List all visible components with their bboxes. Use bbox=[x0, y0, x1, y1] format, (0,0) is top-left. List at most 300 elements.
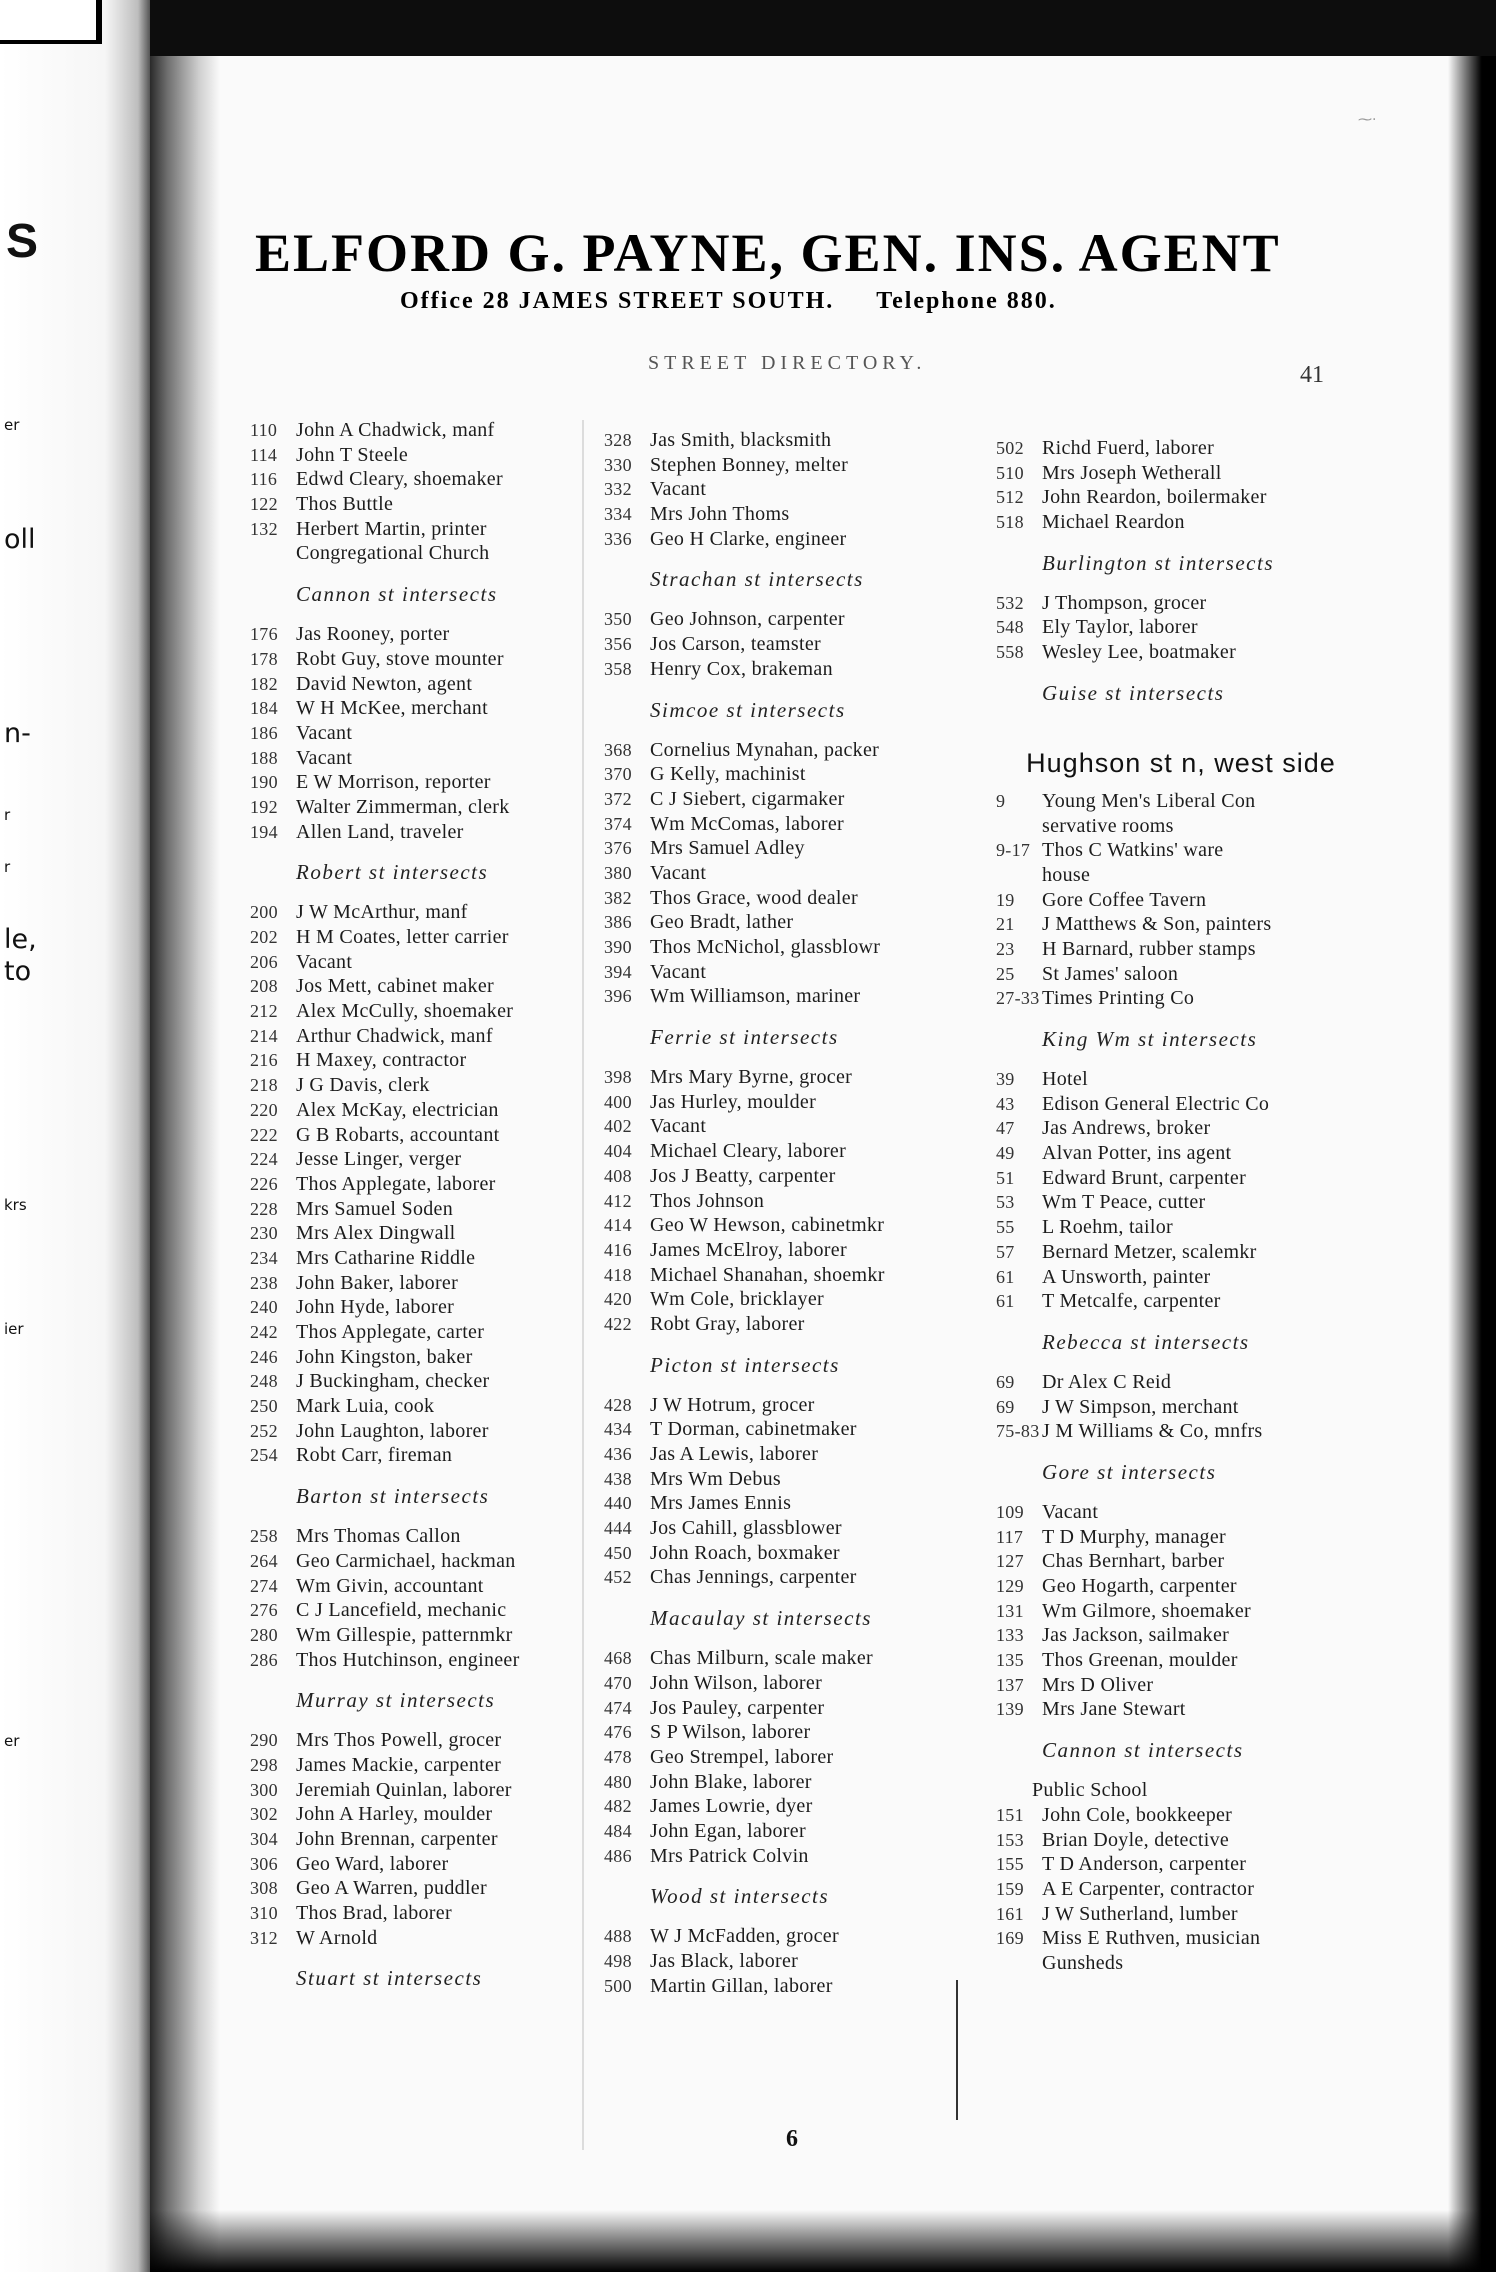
resident-name: Vacant bbox=[650, 960, 707, 983]
house-number: 194 bbox=[250, 821, 278, 842]
resident-name: A E Carpenter, contractor bbox=[1042, 1877, 1255, 1900]
resident-name: Dr Alex C Reid bbox=[1042, 1370, 1172, 1393]
advertisement-subtitle bbox=[400, 288, 1057, 315]
house-number: 434 bbox=[604, 1419, 632, 1440]
house-number: 420 bbox=[604, 1289, 632, 1310]
house-number: 444 bbox=[604, 1518, 632, 1539]
directory-entry bbox=[250, 1901, 580, 1926]
house-number: 356 bbox=[604, 634, 632, 655]
directory-entry bbox=[996, 1265, 1366, 1290]
resident-name: Geo Carmichael, hackman bbox=[296, 1549, 516, 1572]
house-number: 25 bbox=[996, 963, 1015, 984]
resident-name: Jos Mett, cabinet maker bbox=[296, 975, 494, 998]
house-number: 312 bbox=[250, 1927, 278, 1948]
house-number: 230 bbox=[250, 1223, 278, 1244]
house-number: 336 bbox=[604, 528, 632, 549]
resident-name: Mark Luia, cook bbox=[296, 1395, 435, 1418]
page-bottom-shadow bbox=[150, 2210, 1496, 2272]
entry-continuation: Congregational Church bbox=[296, 542, 490, 565]
resident-name: Jesse Linger, verger bbox=[296, 1148, 462, 1171]
directory-entry bbox=[996, 1190, 1366, 1215]
cross-street-heading: Barton st intersects bbox=[296, 1484, 490, 1509]
house-number: 512 bbox=[996, 487, 1024, 508]
house-number: 159 bbox=[996, 1878, 1024, 1899]
house-number: 382 bbox=[604, 887, 632, 908]
resident-name: Alex McKay, electrician bbox=[296, 1098, 499, 1121]
directory-entry bbox=[996, 1877, 1366, 1902]
directory-entry bbox=[604, 1516, 954, 1541]
cross-street-heading: Stuart st intersects bbox=[296, 1966, 483, 1991]
directory-entry bbox=[250, 1246, 580, 1271]
directory-entry bbox=[604, 1974, 954, 1999]
directory-entry bbox=[250, 1271, 580, 1296]
directory-entry bbox=[604, 1287, 954, 1312]
resident-name: G B Robarts, accountant bbox=[296, 1123, 500, 1146]
house-number: 110 bbox=[250, 420, 278, 440]
house-number: 414 bbox=[604, 1215, 632, 1236]
house-number: 334 bbox=[604, 504, 632, 525]
directory-entry bbox=[250, 1598, 580, 1623]
house-number: 248 bbox=[250, 1371, 278, 1392]
directory-entry bbox=[250, 770, 580, 795]
directory-entry bbox=[604, 1114, 954, 1139]
cross-street-heading: Wood st intersects bbox=[650, 1884, 830, 1909]
resident-name: Edison General Electric Co bbox=[1042, 1092, 1270, 1115]
cross-street-heading: Burlington st intersects bbox=[1042, 550, 1274, 575]
house-number: 182 bbox=[250, 673, 278, 694]
entry-continuation: house bbox=[1042, 863, 1091, 886]
directory-entry bbox=[250, 672, 580, 697]
directory-entry bbox=[250, 467, 580, 492]
house-number: 450 bbox=[604, 1542, 632, 1563]
directory-entry bbox=[604, 1213, 954, 1238]
house-number: 412 bbox=[604, 1190, 632, 1211]
house-number: 169 bbox=[996, 1928, 1024, 1949]
resident-name: Vacant bbox=[650, 1115, 707, 1138]
house-number: 186 bbox=[250, 722, 278, 743]
resident-name: Mrs Joseph Wetherall bbox=[1042, 461, 1222, 484]
resident-name: Wm Williamson, mariner bbox=[650, 985, 861, 1008]
previous-page-fragment: krs bbox=[4, 1196, 27, 1214]
house-number: 398 bbox=[604, 1067, 632, 1088]
resident-name: Thos Brad, laborer bbox=[296, 1902, 452, 1925]
house-number: 202 bbox=[250, 927, 278, 947]
resident-name: Mrs Alex Dingwall bbox=[296, 1222, 456, 1245]
resident-name: Vacant bbox=[296, 746, 353, 769]
directory-entry bbox=[996, 640, 1366, 665]
previous-page-fragment: S bbox=[6, 215, 39, 268]
directory-entry bbox=[604, 1393, 954, 1418]
directory-entry bbox=[604, 1065, 954, 1090]
directory-entry bbox=[250, 1549, 580, 1574]
directory-entry bbox=[996, 615, 1366, 640]
resident-name: Wm Gillespie, patternmkr bbox=[296, 1623, 513, 1646]
directory-entry bbox=[996, 1828, 1366, 1853]
house-number: 500 bbox=[604, 1975, 632, 1996]
resident-name: Mrs Thomas Callon bbox=[296, 1525, 461, 1548]
directory-entry bbox=[250, 418, 580, 443]
resident-name: John A Chadwick, manf bbox=[296, 419, 495, 441]
directory-entry bbox=[250, 1073, 580, 1098]
house-number: 246 bbox=[250, 1346, 278, 1367]
directory-entry bbox=[996, 912, 1366, 937]
page-right-shadow bbox=[1448, 56, 1496, 2272]
directory-entry bbox=[604, 960, 954, 985]
resident-name: L Roehm, tailor bbox=[1042, 1216, 1173, 1239]
house-number: 468 bbox=[604, 1648, 632, 1669]
house-number: 184 bbox=[250, 698, 278, 719]
cross-street-heading: Cannon st intersects bbox=[1042, 1738, 1244, 1763]
previous-page-fragment: er bbox=[4, 1732, 20, 1750]
previous-page-fragment: r bbox=[4, 858, 11, 876]
resident-name: Mrs John Thoms bbox=[650, 503, 790, 526]
directory-entry bbox=[604, 1467, 954, 1492]
resident-name: T D Murphy, manager bbox=[1042, 1525, 1226, 1548]
resident-name: John Brennan, carpenter bbox=[296, 1828, 498, 1850]
resident-name: Jas Black, laborer bbox=[650, 1950, 799, 1972]
resident-name: Wm Givin, accountant bbox=[296, 1574, 484, 1597]
house-number: 208 bbox=[250, 976, 278, 997]
resident-name: Geo Johnson, carpenter bbox=[650, 608, 845, 631]
directory-entry bbox=[604, 607, 954, 632]
house-number: 498 bbox=[604, 1951, 632, 1971]
resident-name: H M Coates, letter carrier bbox=[296, 926, 509, 948]
directory-entry bbox=[996, 1289, 1366, 1314]
house-number: 133 bbox=[996, 1625, 1024, 1646]
house-number: 436 bbox=[604, 1444, 632, 1464]
resident-name: Mrs James Ennis bbox=[650, 1492, 792, 1515]
resident-name: Edwd Cleary, shoemaker bbox=[296, 468, 503, 491]
directory-entry bbox=[250, 1574, 580, 1599]
directory-entry bbox=[604, 1720, 954, 1745]
resident-name: Thos Applegate, carter bbox=[296, 1321, 485, 1343]
house-number: 372 bbox=[604, 788, 632, 809]
house-number: 264 bbox=[250, 1550, 278, 1571]
page-gutter-shadow bbox=[150, 56, 220, 2272]
previous-page-fragment: r bbox=[4, 806, 11, 824]
house-number: 374 bbox=[604, 813, 632, 834]
resident-name: Mrs Samuel Adley bbox=[650, 837, 805, 860]
resident-name: Robt Gray, laborer bbox=[650, 1312, 805, 1335]
directory-entry bbox=[250, 1197, 580, 1222]
house-number: 370 bbox=[604, 764, 632, 785]
house-number: 117 bbox=[996, 1526, 1024, 1547]
directory-entry bbox=[604, 1442, 954, 1467]
house-number: 153 bbox=[996, 1829, 1024, 1850]
resident-name: Thos Buttle bbox=[296, 493, 394, 516]
directory-entry bbox=[250, 795, 580, 820]
resident-name: Chas Jennings, carpenter bbox=[650, 1566, 857, 1589]
house-number: 47 bbox=[996, 1118, 1015, 1139]
directory-entry bbox=[604, 762, 954, 787]
directory-entry bbox=[996, 1549, 1366, 1574]
resident-name: Mrs Mary Byrne, grocer bbox=[650, 1066, 853, 1089]
resident-name: Geo Strempel, laborer bbox=[650, 1745, 834, 1768]
house-number: 122 bbox=[250, 494, 278, 515]
page-number: 41 bbox=[1300, 362, 1324, 388]
resident-name: Michael Reardon bbox=[1042, 511, 1185, 534]
resident-name: J Thompson, grocer bbox=[1042, 591, 1207, 614]
resident-name: W J McFadden, grocer bbox=[650, 1925, 839, 1948]
house-number: 51 bbox=[996, 1167, 1015, 1188]
house-number: 161 bbox=[996, 1903, 1024, 1924]
house-number: 49 bbox=[996, 1143, 1015, 1164]
directory-entry bbox=[996, 1092, 1366, 1117]
directory-entry bbox=[996, 1419, 1366, 1444]
directory-entry bbox=[250, 1648, 580, 1673]
cross-street-heading: Rebecca st intersects bbox=[1042, 1329, 1250, 1354]
directory-entry bbox=[996, 1599, 1366, 1624]
resident-name: Jos Pauley, carpenter bbox=[650, 1696, 825, 1719]
house-number: 226 bbox=[250, 1173, 278, 1194]
resident-name: St James' saloon bbox=[1042, 962, 1179, 985]
entry-continuation: servative rooms bbox=[1042, 814, 1174, 837]
house-number: 502 bbox=[996, 438, 1024, 458]
house-number: 155 bbox=[996, 1854, 1024, 1875]
house-number: 238 bbox=[250, 1272, 278, 1293]
resident-name: Martin Gillan, laborer bbox=[650, 1974, 833, 1997]
previous-page-fragment: n- bbox=[4, 718, 31, 749]
house-number: 452 bbox=[604, 1567, 632, 1588]
cross-street-heading: Gore st intersects bbox=[1042, 1459, 1217, 1484]
house-number: 438 bbox=[604, 1468, 632, 1489]
house-number: 358 bbox=[604, 658, 632, 679]
resident-name: J Buckingham, checker bbox=[296, 1370, 490, 1393]
house-number: 53 bbox=[996, 1192, 1015, 1213]
house-number: 200 bbox=[250, 902, 278, 923]
house-number: 548 bbox=[996, 617, 1024, 638]
directory-entry bbox=[250, 1926, 580, 1951]
directory-entry bbox=[250, 1024, 580, 1049]
directory-entry bbox=[604, 1745, 954, 1770]
directory-entry bbox=[250, 1048, 580, 1073]
resident-name: Times Printing Co bbox=[1042, 987, 1195, 1010]
resident-name: T D Anderson, carpenter bbox=[1042, 1853, 1247, 1876]
house-number: 510 bbox=[996, 462, 1024, 483]
resident-name: Geo W Hewson, cabinetmkr bbox=[650, 1214, 885, 1237]
smudge-mark: ⁓· bbox=[1358, 112, 1377, 128]
resident-name: Geo H Clarke, engineer bbox=[650, 527, 847, 550]
directory-entry bbox=[250, 622, 580, 647]
house-number: 190 bbox=[250, 772, 278, 793]
house-number: 404 bbox=[604, 1141, 632, 1162]
resident-name: Vacant bbox=[296, 721, 353, 744]
house-number: 306 bbox=[250, 1853, 278, 1874]
directory-column-1 bbox=[250, 418, 580, 2006]
directory-entry bbox=[250, 647, 580, 672]
cross-street-heading: Picton st intersects bbox=[650, 1352, 840, 1377]
resident-name: Hotel bbox=[1042, 1068, 1088, 1090]
cross-street-heading: Cannon st intersects bbox=[296, 582, 498, 607]
resident-name: Thos Grace, wood dealer bbox=[650, 886, 858, 909]
house-number: 300 bbox=[250, 1779, 278, 1800]
resident-name: Mrs Catharine Riddle bbox=[296, 1246, 476, 1269]
resident-name: Mrs Samuel Soden bbox=[296, 1197, 454, 1220]
house-number: 228 bbox=[250, 1198, 278, 1219]
directory-entry bbox=[250, 999, 580, 1024]
previous-page-corner bbox=[0, 0, 102, 44]
house-number: 400 bbox=[604, 1091, 632, 1112]
previous-page-fragment: oll bbox=[4, 524, 36, 555]
house-number: 518 bbox=[996, 512, 1024, 533]
resident-name: G Kelly, machinist bbox=[650, 763, 806, 786]
house-number: 402 bbox=[604, 1116, 632, 1137]
house-number: 308 bbox=[250, 1878, 278, 1899]
house-number: 368 bbox=[604, 739, 632, 760]
resident-name: Mrs Jane Stewart bbox=[1042, 1698, 1186, 1721]
house-number: 482 bbox=[604, 1796, 632, 1817]
resident-name: Jos Carson, teamster bbox=[650, 633, 821, 656]
resident-name: Jas Jackson, sailmaker bbox=[1042, 1624, 1230, 1647]
house-number: 137 bbox=[996, 1674, 1024, 1695]
house-number: 61 bbox=[996, 1291, 1015, 1312]
house-number: 27-33 bbox=[996, 988, 1040, 1009]
telephone-number: Telephone 880. bbox=[876, 288, 1057, 314]
directory-entry bbox=[604, 527, 954, 552]
resident-name: John Wilson, laborer bbox=[650, 1671, 823, 1694]
house-number: 216 bbox=[250, 1050, 278, 1071]
resident-name: Cornelius Mynahan, packer bbox=[650, 738, 880, 761]
resident-name: Wm Gilmore, shoemaker bbox=[1042, 1599, 1252, 1622]
directory-entry bbox=[996, 962, 1366, 987]
house-number: 376 bbox=[604, 838, 632, 859]
resident-name: Henry Cox, brakeman bbox=[650, 657, 833, 680]
directory-entry bbox=[250, 1524, 580, 1549]
directory-entry bbox=[604, 1164, 954, 1189]
directory-column-2 bbox=[604, 428, 954, 1998]
resident-name: Geo Hogarth, carpenter bbox=[1042, 1575, 1237, 1597]
resident-name: Young Men's Liberal Con bbox=[1042, 789, 1256, 812]
resident-name: Bernard Metzer, scalemkr bbox=[1042, 1240, 1257, 1263]
house-number: 21 bbox=[996, 914, 1015, 935]
directory-entry bbox=[604, 1949, 954, 1974]
directory-entry bbox=[250, 1098, 580, 1123]
house-number: 212 bbox=[250, 1001, 278, 1022]
resident-name: Arthur Chadwick, manf bbox=[296, 1024, 493, 1047]
directory-entry bbox=[250, 1876, 580, 1901]
resident-name: John Hyde, laborer bbox=[296, 1296, 455, 1319]
directory-entry bbox=[250, 1802, 580, 1827]
house-number: 206 bbox=[250, 951, 278, 972]
directory-entry bbox=[996, 1067, 1366, 1092]
resident-name: Jas Rooney, porter bbox=[296, 623, 450, 646]
resident-name: J W Sutherland, lumber bbox=[1042, 1902, 1238, 1925]
house-number: 290 bbox=[250, 1730, 278, 1751]
house-number: 9-17 bbox=[996, 840, 1031, 861]
directory-entry bbox=[604, 886, 954, 911]
directory-entry bbox=[604, 812, 954, 837]
resident-name: James Mackie, carpenter bbox=[296, 1753, 502, 1776]
resident-name: Jas Andrews, broker bbox=[1042, 1117, 1211, 1140]
directory-entry bbox=[604, 1671, 954, 1696]
directory-entry bbox=[996, 1623, 1366, 1648]
resident-name: James Lowrie, dyer bbox=[650, 1795, 813, 1818]
directory-entry bbox=[996, 1673, 1366, 1698]
previous-page-fragment: to bbox=[4, 956, 32, 987]
directory-entry bbox=[604, 1491, 954, 1516]
resident-name: T Metcalfe, carpenter bbox=[1042, 1290, 1221, 1313]
resident-name: John Baker, laborer bbox=[296, 1271, 459, 1294]
directory-entry bbox=[604, 453, 954, 478]
section-title: STREET DIRECTORY. bbox=[648, 352, 927, 374]
directory-entry bbox=[250, 721, 580, 746]
resident-name: Wm Cole, bricklayer bbox=[650, 1288, 824, 1311]
resident-name: Wm T Peace, cutter bbox=[1042, 1191, 1206, 1214]
previous-page-edge bbox=[0, 0, 150, 2272]
resident-name: Michael Cleary, laborer bbox=[650, 1140, 847, 1163]
directory-entry bbox=[604, 477, 954, 502]
house-number: 310 bbox=[250, 1903, 278, 1924]
directory-entry bbox=[604, 1090, 954, 1115]
resident-name: Geo Bradt, lather bbox=[650, 911, 794, 934]
directory-entry bbox=[996, 888, 1366, 913]
cross-street-heading: Strachan st intersects bbox=[650, 567, 864, 592]
resident-name: Thos Greenan, moulder bbox=[1042, 1649, 1238, 1672]
house-number: 242 bbox=[250, 1322, 278, 1342]
directory-entry bbox=[996, 510, 1366, 535]
directory-entry bbox=[604, 1541, 954, 1566]
directory-column-3 bbox=[996, 436, 1366, 1976]
house-number: 532 bbox=[996, 592, 1024, 613]
resident-name: Alex McCully, shoemaker bbox=[296, 1000, 514, 1023]
entry-continuation: Gunsheds bbox=[1042, 1951, 1124, 1974]
house-number: 114 bbox=[250, 444, 278, 465]
resident-name: Thos McNichol, glassblowr bbox=[650, 936, 881, 958]
resident-name: Jas Hurley, moulder bbox=[650, 1090, 817, 1113]
house-number: 127 bbox=[996, 1551, 1024, 1572]
directory-entry bbox=[250, 1123, 580, 1148]
house-number: 488 bbox=[604, 1926, 632, 1947]
directory-entry bbox=[996, 436, 1366, 461]
house-number: 39 bbox=[996, 1069, 1015, 1089]
house-number: 474 bbox=[604, 1697, 632, 1718]
resident-name: Walter Zimmerman, clerk bbox=[296, 795, 510, 818]
house-number: 61 bbox=[996, 1266, 1015, 1287]
resident-name: Thos Hutchinson, engineer bbox=[296, 1648, 520, 1671]
directory-entry bbox=[250, 1443, 580, 1468]
directory-entry bbox=[250, 1419, 580, 1444]
resident-name: Thos Johnson bbox=[650, 1189, 765, 1212]
resident-name: Vacant bbox=[650, 478, 707, 501]
house-number: 192 bbox=[250, 796, 278, 817]
house-number: 440 bbox=[604, 1493, 632, 1514]
resident-name: J Matthews & Son, painters bbox=[1042, 913, 1272, 936]
directory-entry bbox=[250, 925, 580, 950]
house-number: 396 bbox=[604, 986, 632, 1007]
house-number: 330 bbox=[604, 454, 632, 475]
house-number: 135 bbox=[996, 1650, 1024, 1671]
directory-entry bbox=[996, 1500, 1366, 1525]
directory-entry bbox=[996, 485, 1366, 510]
directory-entry bbox=[604, 1417, 954, 1442]
house-number: 178 bbox=[250, 648, 278, 669]
resident-name: H Maxey, contractor bbox=[296, 1049, 467, 1072]
directory-entry bbox=[250, 1623, 580, 1648]
resident-name: J W McArthur, manf bbox=[296, 901, 468, 924]
advertisement-title: ELFORD G. PAYNE, GEN. INS. AGENT bbox=[255, 223, 1281, 283]
directory-entry bbox=[604, 1238, 954, 1263]
resident-name: Geo Ward, laborer bbox=[296, 1852, 449, 1875]
resident-name: Thos Applegate, laborer bbox=[296, 1172, 496, 1195]
resident-name: C J Lancefield, mechanic bbox=[296, 1599, 507, 1622]
house-number: 109 bbox=[996, 1501, 1024, 1522]
resident-name: John Roach, boxmaker bbox=[650, 1541, 840, 1564]
house-number: 350 bbox=[604, 609, 632, 630]
resident-name: John Reardon, boilermaker bbox=[1042, 486, 1267, 509]
resident-name: E W Morrison, reporter bbox=[296, 771, 491, 794]
resident-name: John Blake, laborer bbox=[650, 1770, 812, 1793]
column-divider bbox=[582, 420, 584, 2150]
